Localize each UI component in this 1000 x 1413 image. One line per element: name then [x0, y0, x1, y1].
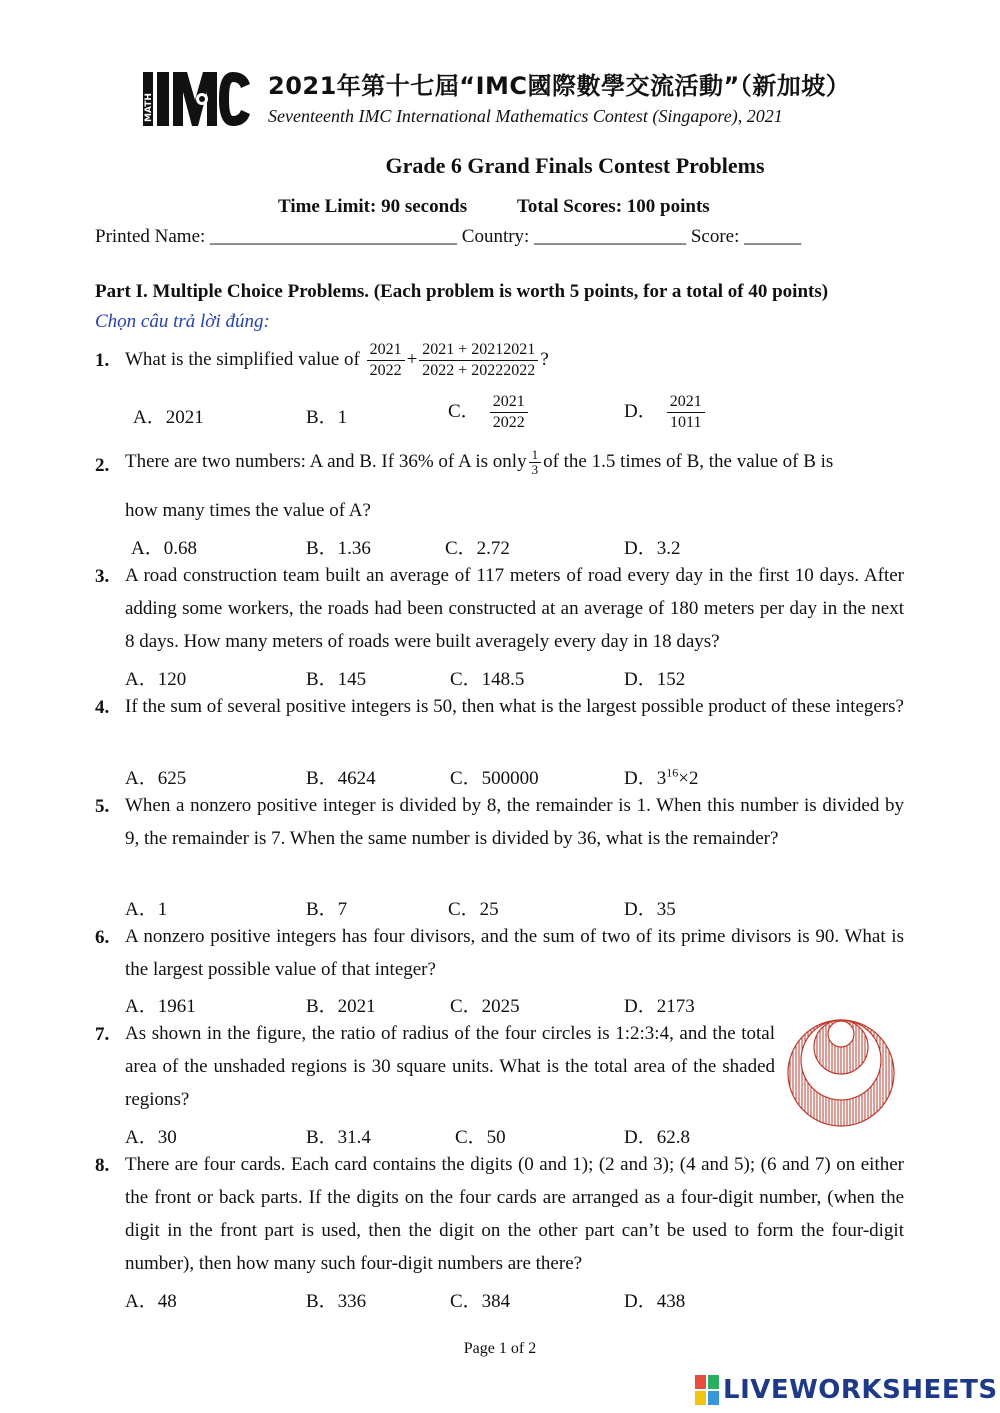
problem-6-text: A nonzero positive integers has four divisors, and the sum of two of its prime divisors is 90. What is the largest possible value of that integer?: [125, 926, 904, 980]
problem-7-text: As shown in the figure, the ratio of radius of the four circles is 1:2:3:4, and the total area of the unshaded regions is 30 square units. What is the total area of the shaded regions?: [125, 1023, 775, 1110]
name-country-score-line: Printed Name: __________________________ Country: ________________ Score: ______: [95, 226, 802, 247]
option-a[interactable]: A．1: [125, 899, 168, 920]
watermark-text: LIVEWORKSHEETS: [723, 1375, 998, 1405]
option-a[interactable]: A．625: [125, 768, 187, 789]
option-d[interactable]: D．438: [624, 1291, 686, 1312]
fraction: $\frac{2021}{2022}$: [367, 340, 405, 381]
imc-logo: [143, 70, 251, 128]
option-b[interactable]: B．4624: [306, 768, 376, 789]
liveworksheets-watermark: [695, 1375, 998, 1409]
option-c[interactable]: C．148.5: [450, 669, 525, 690]
svg-text:MATH: MATH: [144, 93, 154, 122]
option-a[interactable]: A．30: [125, 1127, 177, 1148]
option-b[interactable]: B．145: [306, 669, 367, 690]
problem-4-text: If the sum of several positive integers is 50, then what is the largest possible product of these integers?: [125, 696, 904, 717]
option-b[interactable]: B．31.4: [306, 1127, 371, 1148]
option-b[interactable]: B．336: [306, 1291, 367, 1312]
option-d[interactable]: D．$3^{16}\times 2$: [624, 765, 699, 789]
page-heading: Grade 6 Grand Finals Contest Problems: [385, 153, 765, 178]
problem-number: 7.: [95, 1024, 110, 1045]
problem-number: 6.: [95, 927, 110, 948]
option-c[interactable]: C．2.72: [445, 538, 510, 559]
fraction: $\frac{2021 + 20212021}{2022 + 20222022}$: [419, 340, 538, 381]
part-heading: Part I. Multiple Choice Problems. (Each problem is worth 5 points, for a total of 40 points): [95, 281, 829, 302]
problem-5-text: When a nonzero positive integer is divided by 8, the remainder is 1. When this number is divided by 9, the remainder is 7. When the same number is divided by 36, what is the remainder?: [125, 795, 904, 849]
problem-2-text: There are two numbers: A and B. If 36% of A is only $\frac{1}{3}$ of the 1.5 times of B, the value of B is: [125, 447, 834, 477]
problem-1-text: What is the simplified value of $\frac{2021}{2022}$ + $\frac{2021 + 20212021}{2022 + 20222022}$ ?: [125, 341, 549, 379]
problem-number: 1.: [95, 350, 110, 371]
concentric-circles-figure: [786, 1018, 896, 1128]
option-b[interactable]: B．2021: [306, 996, 376, 1017]
problem-number: 2.: [95, 455, 110, 476]
option-c[interactable]: C．25: [448, 899, 499, 920]
option-a[interactable]: A．120: [125, 669, 187, 690]
option-d[interactable]: D．62.8: [624, 1127, 690, 1148]
option-b[interactable]: B．7: [306, 899, 348, 920]
option-a[interactable]: A．1961: [125, 996, 196, 1017]
problem-number: 5.: [95, 796, 110, 817]
instruction-text: Chọn câu trả lời đúng:: [95, 311, 270, 332]
option-c[interactable]: C．384: [450, 1291, 511, 1312]
option-b[interactable]: B．1: [306, 407, 348, 428]
option-c[interactable]: C．500000: [450, 768, 539, 789]
option-d[interactable]: D．2173: [624, 996, 695, 1017]
problem-2-text-line2: how many times the value of A?: [125, 500, 371, 521]
problem-number: 8.: [95, 1155, 110, 1176]
fraction: $\frac{1}{3}$: [529, 448, 542, 477]
option-a[interactable]: A．2021: [133, 407, 204, 428]
liveworksheets-logo-icon: [695, 1375, 719, 1405]
option-c[interactable]: C． $\frac{2021}{2022}$: [448, 392, 530, 433]
option-d[interactable]: D．35: [624, 899, 676, 920]
option-b[interactable]: B．1.36: [306, 538, 371, 559]
option-d[interactable]: D．3.2: [624, 538, 681, 559]
contest-title-english: Seventeenth IMC International Mathematics Contest (Singapore), 2021: [268, 106, 783, 126]
total-scores: Total Scores: 100 points: [517, 196, 710, 217]
option-a[interactable]: A．0.68: [131, 538, 197, 559]
problem-8-text: There are four cards. Each card contains the digits (0 and 1); (2 and 3); (4 and 5); (6 and 7) on either the front or back parts. If the digits on the four cards are arranged as a four-digit number, (when the digit in the front part is used, then the digit on the other part can’t be used to form the four-digit number), then how many such four-digit numbers are there?: [125, 1154, 904, 1274]
option-d[interactable]: D． $\frac{2021}{1011}$: [624, 392, 707, 433]
problem-3-text: A road construction team built an average of 117 meters of road every day in the first 10 days. After adding some workers, the roads had been constructed at an average of 180 meters per day in the next 8 days. How many meters of roads were built averagely every day in 18 days?: [125, 565, 904, 652]
page-number: Page 1 of 2: [463, 1340, 537, 1357]
problem-number: 3.: [95, 566, 110, 587]
option-d[interactable]: D．152: [624, 669, 686, 690]
option-c[interactable]: C．50: [455, 1127, 506, 1148]
option-c[interactable]: C．2025: [450, 996, 520, 1017]
time-limit: Time Limit: 90 seconds: [278, 196, 468, 217]
contest-title-chinese: 2021年第十七屆“IMC國際數學交流活動”（新加坡）: [268, 72, 851, 100]
problem-number: 4.: [95, 697, 110, 718]
option-a[interactable]: A．48: [125, 1291, 177, 1312]
